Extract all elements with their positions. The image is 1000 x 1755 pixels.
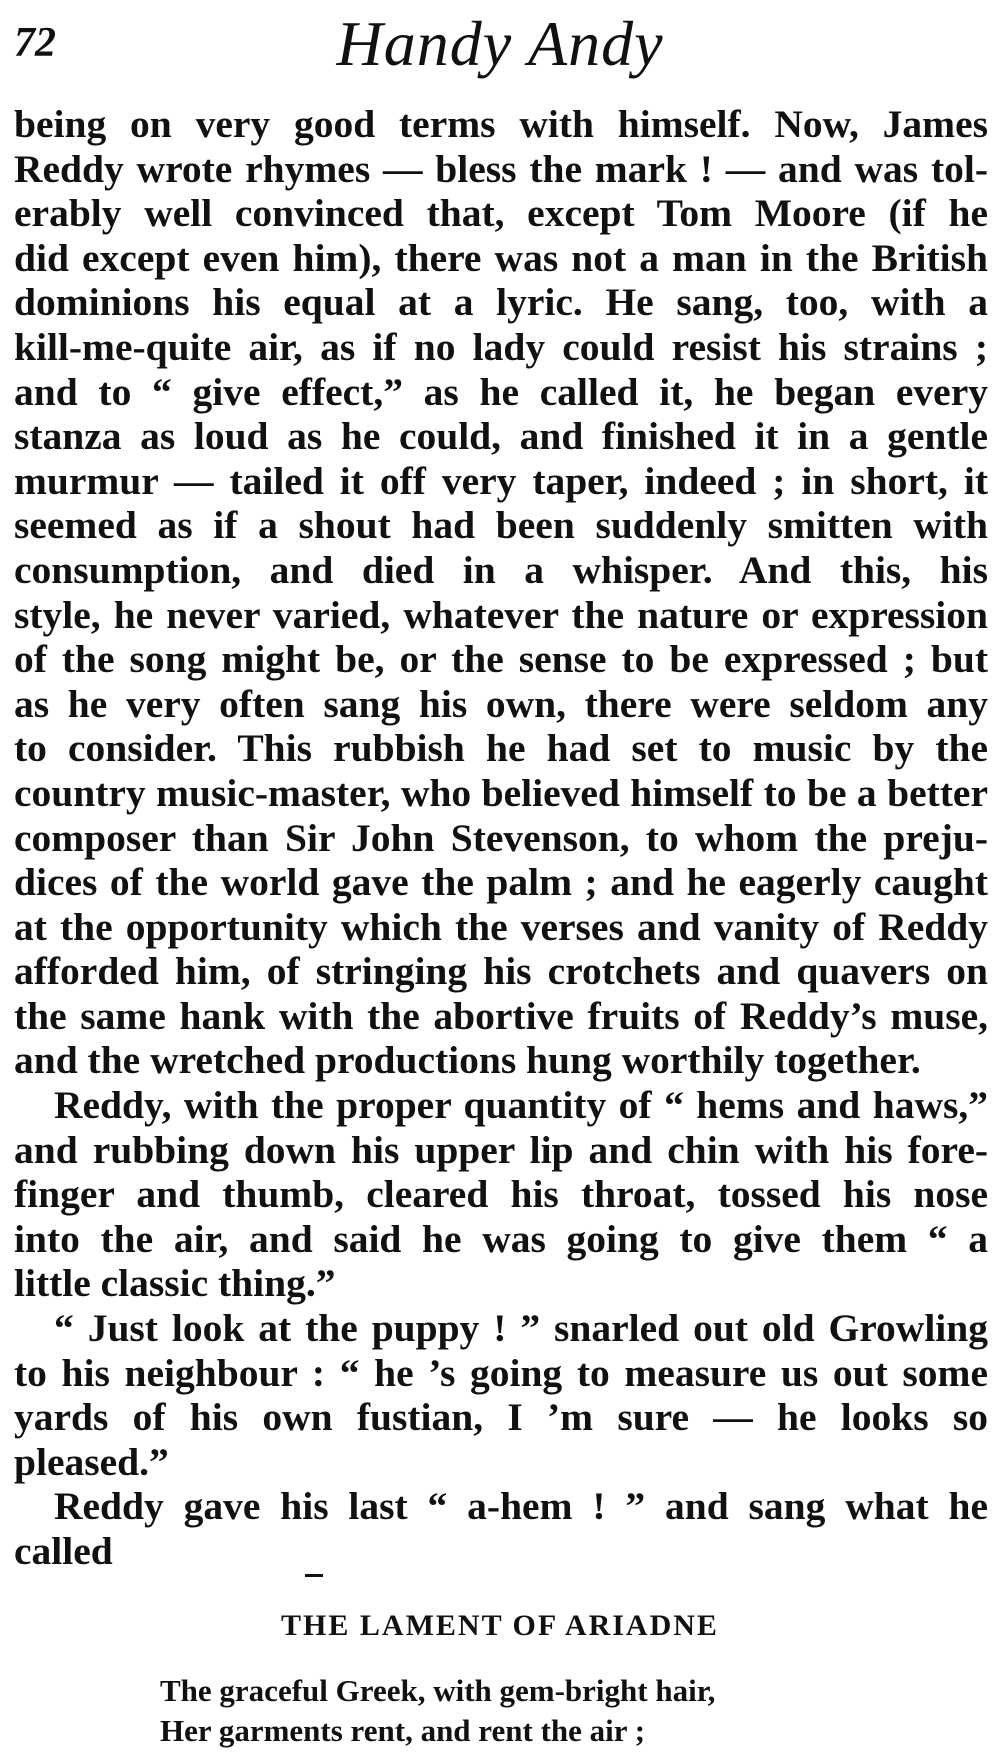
text-line: and to “ give effect,” as he called it, he began every <box>14 369 988 414</box>
text-line: pleased.” <box>14 1439 169 1484</box>
text-line: Reddy, with the proper quantity of “ hems and haws,” <box>54 1083 988 1128</box>
text-line: into the air, and said he was going to give them “ a <box>14 1216 988 1261</box>
text-line: dices of the world gave the palm ; and he eagerly caught <box>14 860 988 905</box>
text-line: and rubbing down his upper lip and chin with his fore- <box>14 1127 988 1172</box>
text-line: called <box>14 1529 113 1573</box>
text-line: to consider. This rubbish he had set to music by the <box>14 726 988 771</box>
text-line: dominions his equal at a lyric. He sang, too, with a <box>14 280 988 325</box>
text-line: yards of his own fustian, I ’m sure — he looks so <box>14 1395 988 1440</box>
poem-title: THE LAMENT OF ARIADNE <box>281 1609 719 1642</box>
text-line: country music-master, who believed himself to be a better <box>14 770 988 815</box>
running-title: Handy Andy <box>336 8 664 79</box>
poem-line: Her garments rent, and rent the air ; <box>160 1713 646 1748</box>
text-line: “ Just look at the puppy ! ” snarled out old Growling <box>54 1306 988 1351</box>
text-line: finger and thumb, cleared his throat, tossed his nose <box>14 1172 988 1217</box>
text-line: murmur — tailed it off very taper, indeed ; in short, it <box>14 458 988 503</box>
text-line: as he very often sang his own, there were seldom any <box>14 681 988 726</box>
text-line: Reddy wrote rhymes — bless the mark ! — and was tol- <box>14 146 988 191</box>
text-line: composer than Sir John Stevenson, to whom the preju- <box>14 815 988 860</box>
text-line: to his neighbour : “ he ’s going to measure us out some <box>14 1350 988 1395</box>
text-line: little classic thing.” <box>14 1261 336 1306</box>
text-line: did except even him), there was not a man in the British <box>14 235 988 280</box>
text-line: style, he never varied, whatever the nature or expression <box>14 592 988 637</box>
text-line: erably well convinced that, except Tom Moore (if he <box>14 191 988 236</box>
text-line: afforded him, of stringing his crotchets and quavers on <box>14 949 988 994</box>
poem-line: The graceful Greek, with gem-bright hair, <box>160 1673 716 1708</box>
text-line: consumption, and died in a whisper. And this, his <box>14 547 988 592</box>
text-line: and the wretched productions hung worthily together. <box>14 1038 921 1083</box>
text-line: kill-me-quite air, as if no lady could resist his strains ; <box>14 324 988 369</box>
text-line: the same hank with the abortive fruits of Reddy’s muse, <box>14 993 988 1038</box>
page-number: 72 <box>14 20 56 66</box>
text-line: of the song might be, or the sense to be expressed ; but <box>14 637 988 682</box>
text-line: seemed as if a shout had been suddenly smitten with <box>14 503 988 548</box>
body-text <box>14 102 988 1574</box>
text-line: at the opportunity which the verses and vanity of Reddy <box>14 904 988 949</box>
text-line: stanza as loud as he could, and finished it in a gentle <box>14 414 988 459</box>
text-line: Reddy gave his last “ a-hem ! ” and sang what he <box>54 1484 988 1529</box>
section-rule <box>305 1574 323 1577</box>
text-line: being on very good terms with himself. Now, James <box>14 102 988 146</box>
